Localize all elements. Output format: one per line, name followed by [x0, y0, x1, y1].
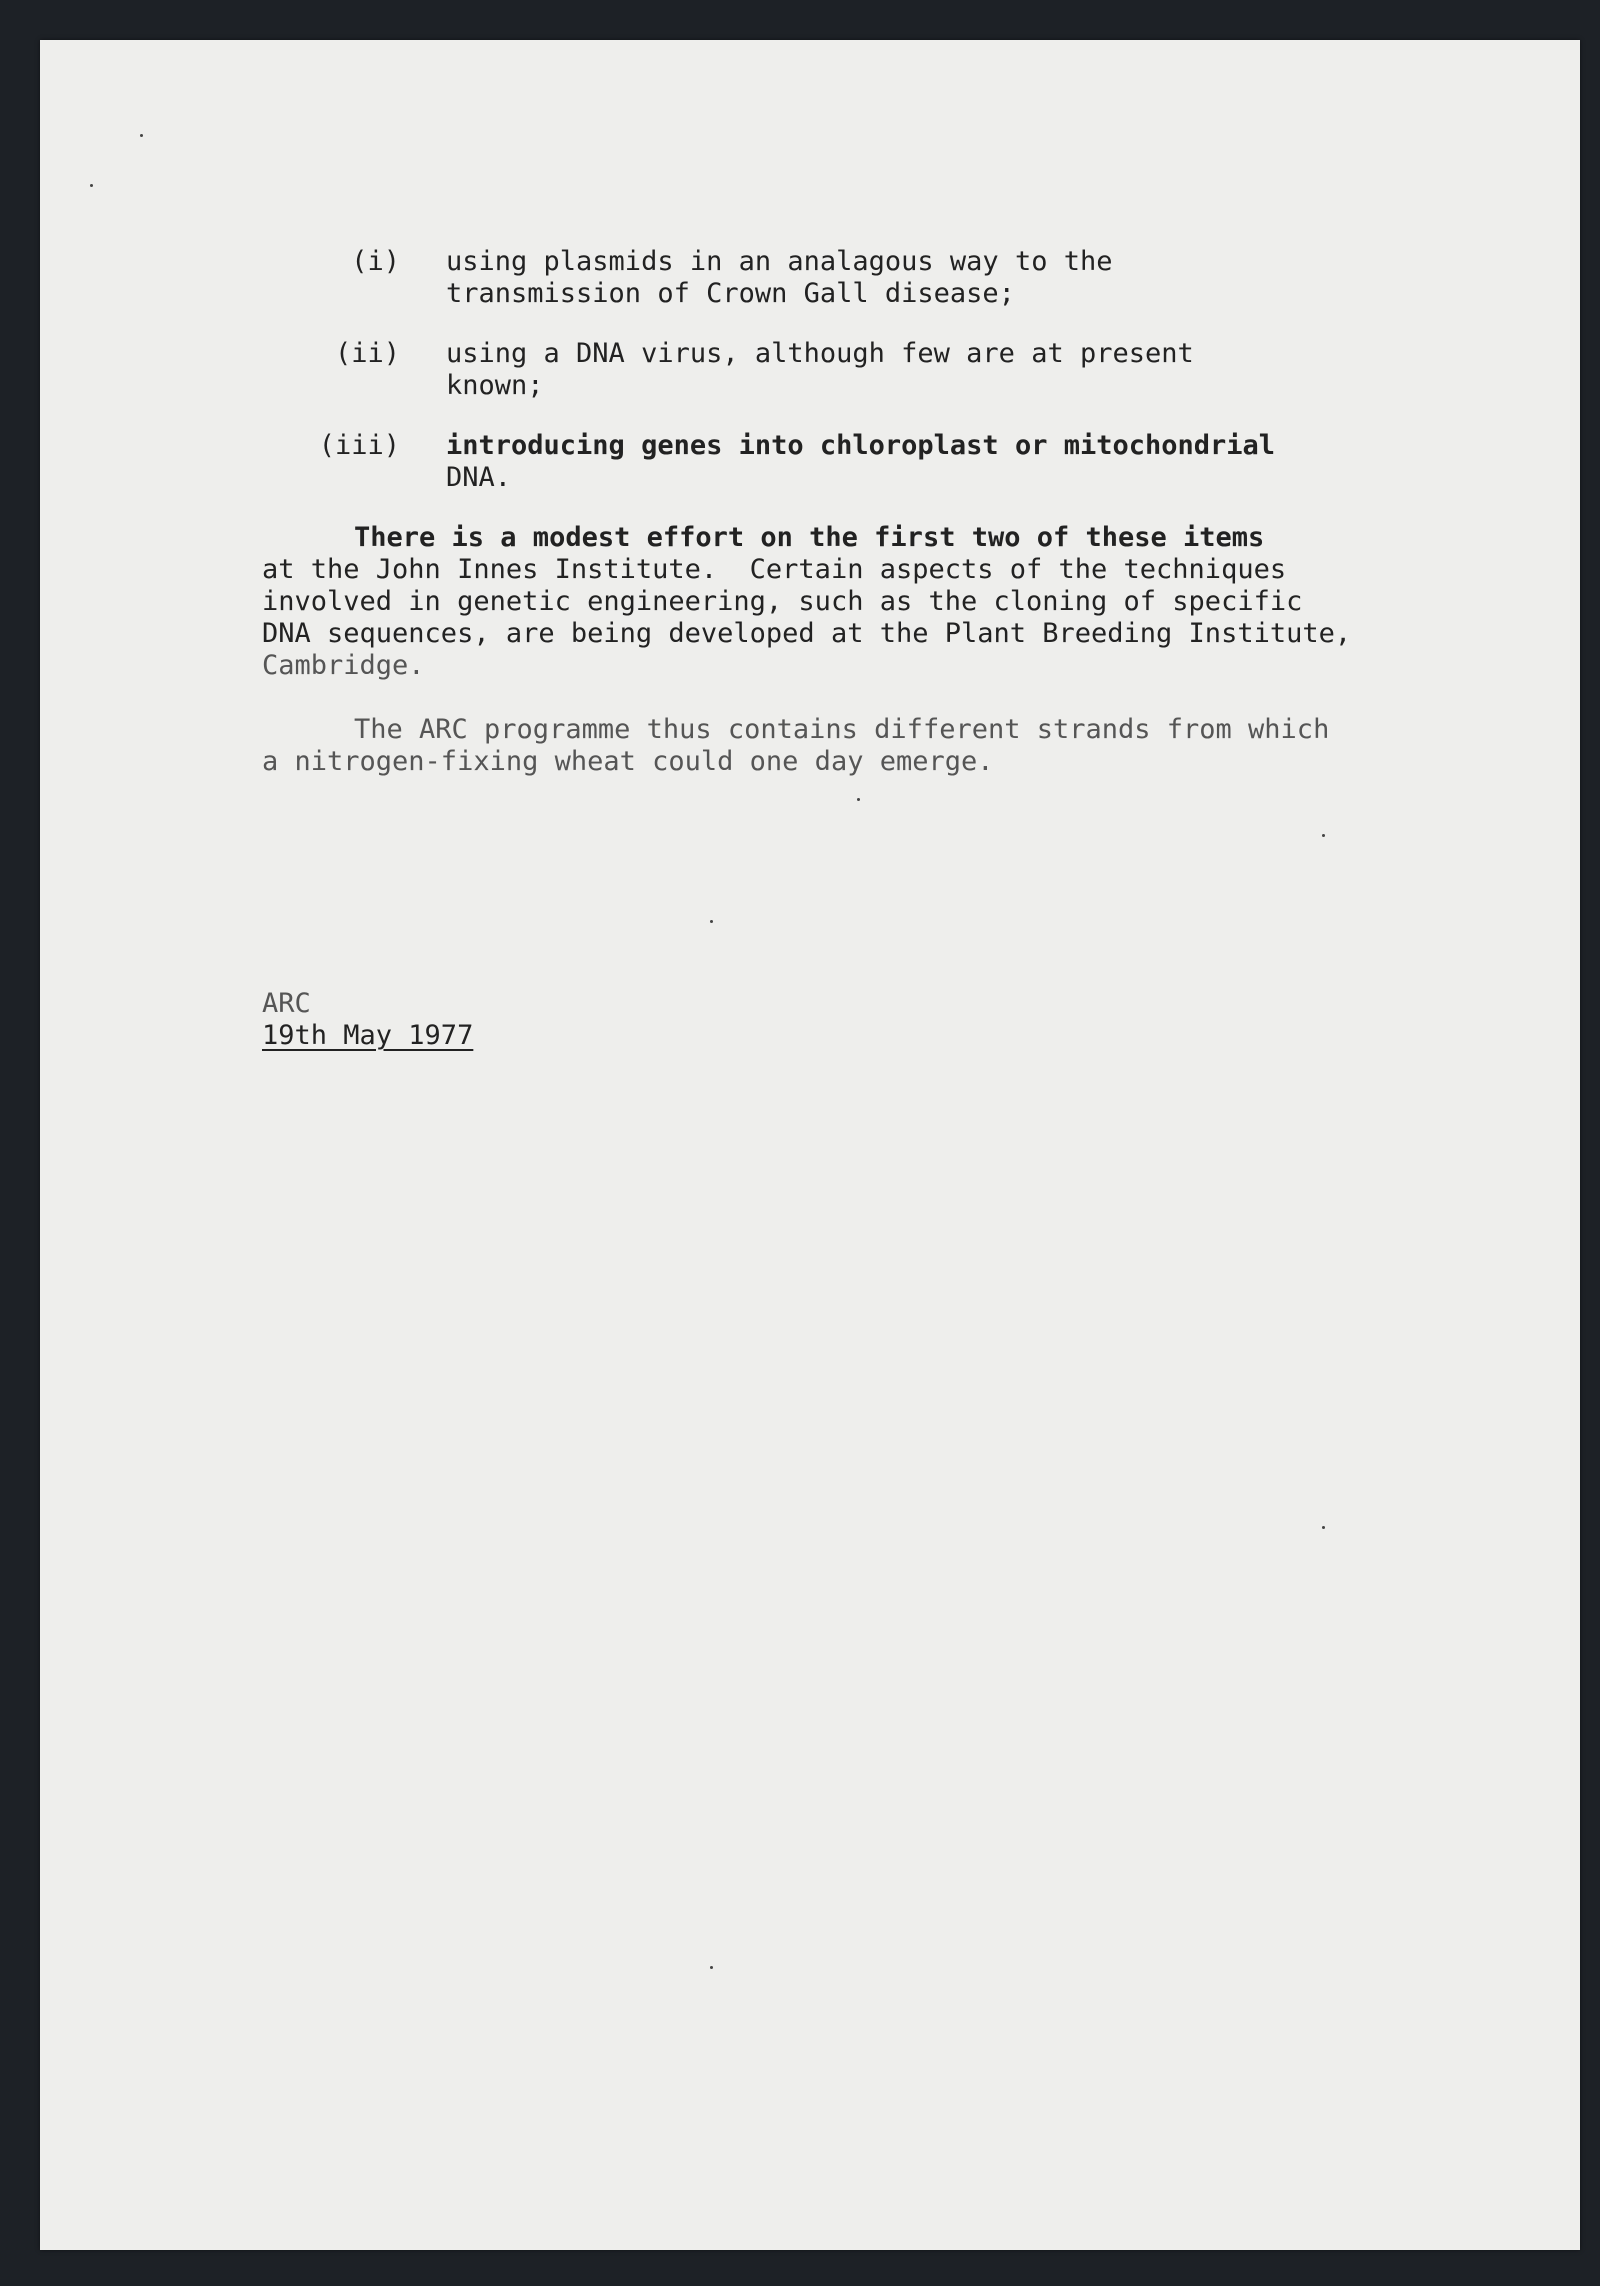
paragraph-line: at the John Innes Institute. Certain aspects of the techniques [262, 554, 1287, 585]
paper-mark [140, 134, 143, 137]
list-item-number: (iii) [318, 430, 400, 461]
paper-mark [710, 920, 713, 923]
paper-mark [1322, 1526, 1325, 1529]
paper-mark [90, 184, 93, 187]
paragraph-line: The ARC programme thus contains different strands from which [354, 714, 1330, 745]
list-item-line: transmission of Crown Gall disease; [446, 278, 1015, 309]
paragraph-line: There is a modest effort on the first two of these items [354, 522, 1265, 553]
paragraph-line: involved in genetic engineering, such as the cloning of specific [262, 586, 1303, 617]
paper-mark [1322, 834, 1325, 837]
list-item-line: using a DNA virus, although few are at present [446, 338, 1194, 369]
list-item-number: (i) [351, 246, 400, 277]
document-page [40, 40, 1580, 2250]
paragraph-line: Cambridge. [262, 650, 425, 681]
list-item-number: (ii) [334, 338, 400, 369]
list-item-line: DNA. [446, 462, 512, 493]
list-item-line: known; [446, 370, 544, 401]
paper-mark [857, 798, 860, 801]
list-item-line: introducing genes into chloroplast or mitochondrial [446, 430, 1276, 461]
signature-date: 19th May 1977 [262, 1020, 474, 1051]
paragraph-line: DNA sequences, are being developed at the Plant Breeding Institute, [262, 618, 1352, 649]
list-item-line: using plasmids in an analagous way to the [446, 246, 1113, 277]
paper-mark [710, 1966, 713, 1969]
signature-org: ARC [262, 988, 311, 1019]
paragraph-line: a nitrogen-fixing wheat could one day emerge. [262, 746, 994, 777]
